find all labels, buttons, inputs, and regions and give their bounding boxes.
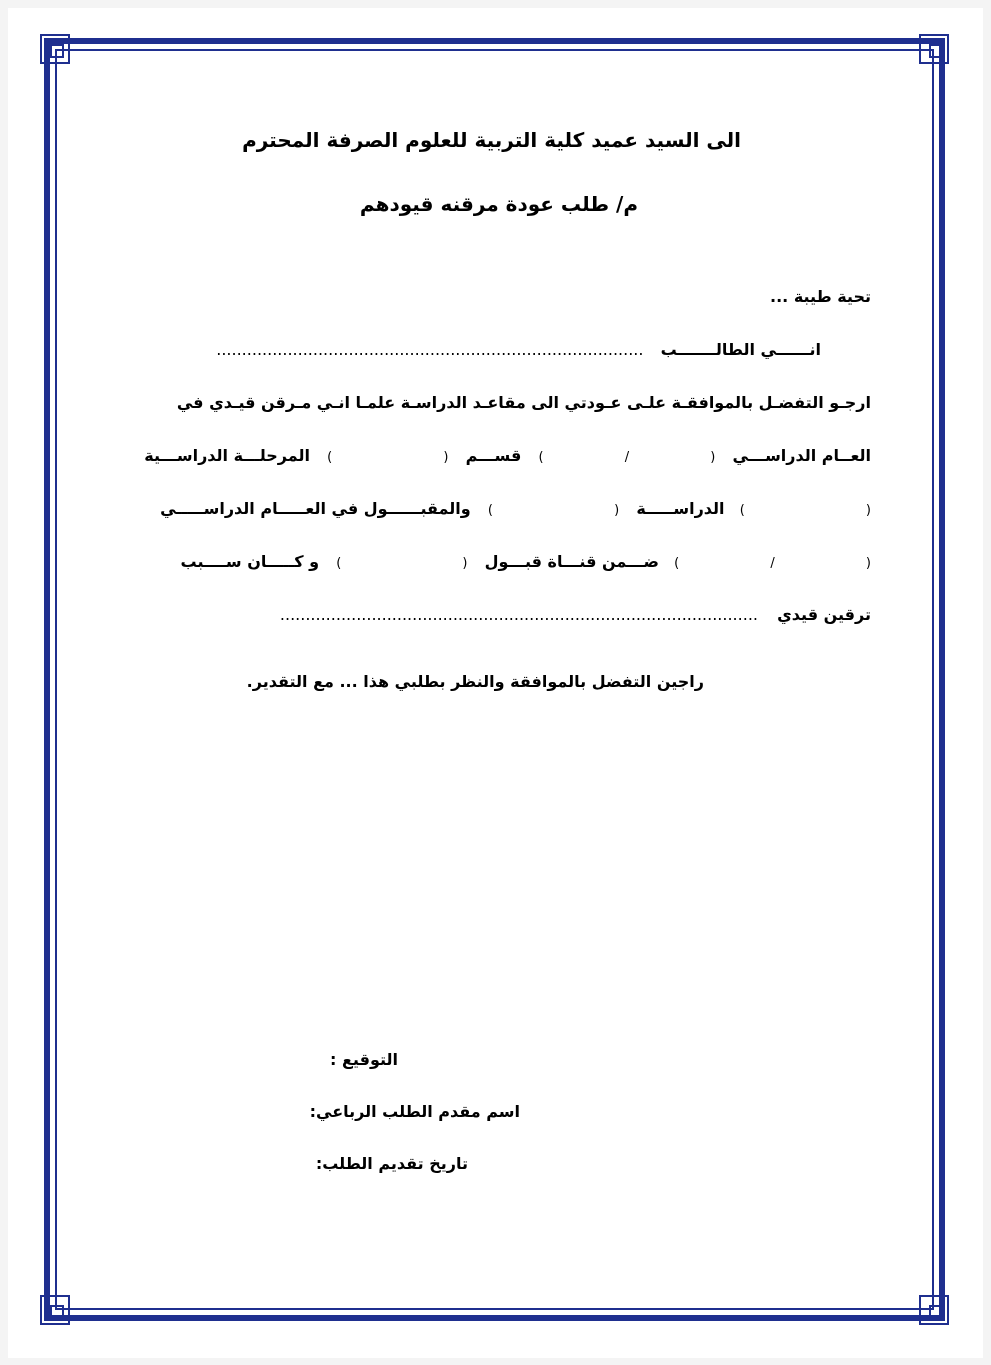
addressee-heading: الى السيد عميد كلية التربية للعلوم الصرفة المحترم (242, 128, 741, 152)
frame-corner-ornament (919, 34, 949, 64)
open-paren: ( (443, 450, 449, 465)
signature-label: التوقيع : (330, 1050, 398, 1069)
close-paren: ) (538, 450, 544, 465)
frame-corner-ornament (40, 34, 70, 64)
frame-corner-ornament (919, 1295, 949, 1325)
open-paren: ( (865, 556, 871, 571)
year-slash: / (624, 450, 630, 465)
student-label: انــــــي الطالـــــــب (660, 340, 821, 359)
open-paren: ( (462, 556, 468, 571)
study-label: الدراســـــة (636, 499, 725, 518)
student-name-blank: .................................................................................... (216, 340, 644, 359)
close-paren: ) (674, 556, 680, 571)
close-paren: ) (487, 503, 493, 518)
channel-line (181, 552, 871, 571)
year-slash: / (770, 556, 775, 571)
student-line (216, 340, 821, 359)
accepted-year-label: والمقبــــــول في العـــــام الدراســـــي (160, 499, 471, 518)
close-paren: ) (327, 450, 333, 465)
frame-corner-ornament (40, 1295, 70, 1325)
reason-label: ترقين قيدي (777, 605, 871, 624)
open-paren: ( (614, 503, 620, 518)
department-label: قســـم (465, 446, 522, 465)
study-accepted-line (160, 499, 871, 518)
applicant-name-label: اسم مقدم الطلب الرباعي: (309, 1102, 520, 1121)
submission-date-label: تاريخ تقديم الطلب: (315, 1154, 468, 1173)
close-paren: ) (739, 503, 745, 518)
request-line: ارجـو التفضـل بالموافقـة علـى عـودتي الى مقاعـد الدراسـة علمـا انـي مـرقن قيـدي في (176, 393, 871, 412)
academic-year-label: العــام الدراســـي (732, 446, 871, 465)
study-stage-label: المرحلـــة الدراســـية (144, 446, 310, 465)
admission-channel-label: ضـــمن قنـــاة قبـــول (484, 552, 659, 571)
reason-blank: .............................................................................................. (279, 605, 758, 624)
close-paren: ) (336, 556, 342, 571)
year-department-line (144, 446, 871, 465)
reason-line (280, 605, 871, 624)
reason-intro-label: و كـــــان ســــبب (180, 552, 320, 571)
closing-line: راجين التفضل بالموافقة والنظر بطلبي هذا ... مع التقدير. (246, 672, 704, 691)
open-paren: ( (865, 503, 871, 518)
open-paren: ( (710, 450, 716, 465)
subject-heading: م/ طلب عودة مرقنه قيودهم (359, 192, 638, 216)
greeting: تحية طيبة ... (770, 287, 871, 306)
